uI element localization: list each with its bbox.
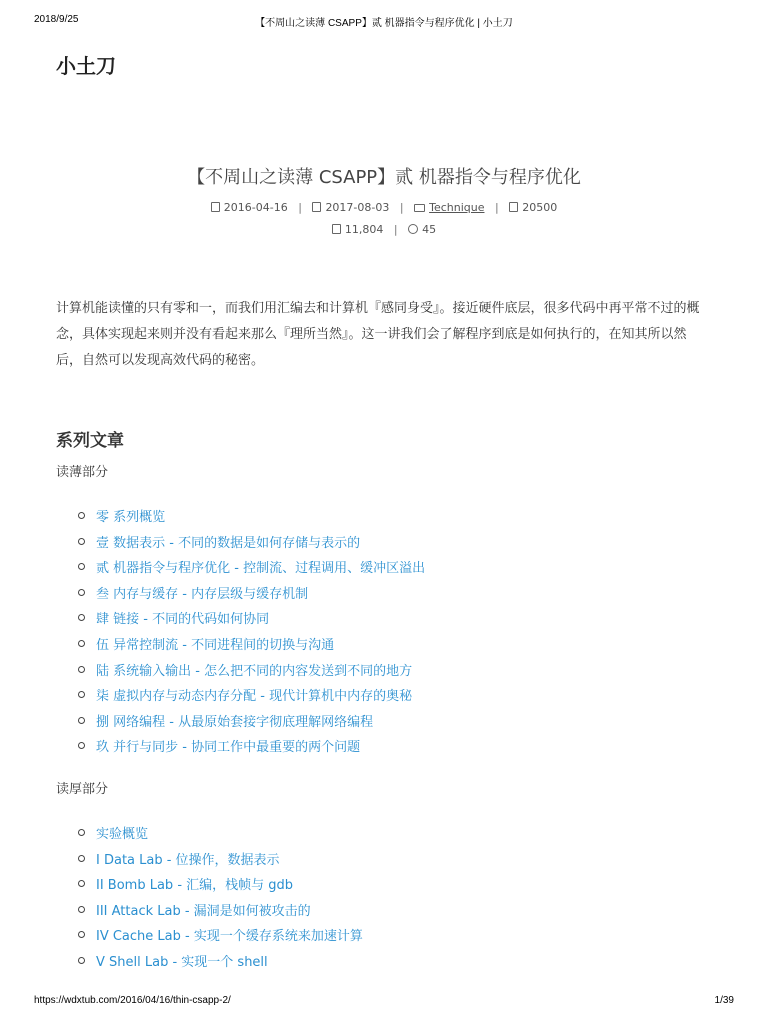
thick-part-list <box>78 825 363 979</box>
calendar-check-icon <box>312 202 321 212</box>
series-link[interactable]: 叁 内存与缓存 - 内存层级与缓存机制 <box>96 586 309 602</box>
bullet-icon <box>78 563 85 570</box>
list-item <box>78 713 425 739</box>
view-count: 20500 <box>522 201 558 214</box>
list-item <box>78 687 425 713</box>
print-doc-title: 【不周山之读薄 CSAPP】贰 机器指令与程序优化 | 小土刀 <box>255 18 513 29</box>
created-date: 2016-04-16 <box>223 201 288 214</box>
list-item <box>78 953 363 979</box>
list-item <box>78 662 425 688</box>
series-link[interactable]: 陆 系统输入输出 - 怎么把不同的内容发送到不同的地方 <box>96 663 413 679</box>
series-heading: 系列文章 <box>56 431 124 451</box>
folder-icon <box>414 204 425 212</box>
list-item <box>78 851 363 877</box>
lab-link[interactable]: I Data Lab - 位操作，数据表示 <box>96 852 280 868</box>
series-link[interactable]: 壹 数据表示 - 不同的数据是如何存储与表示的 <box>96 535 361 551</box>
clock-icon <box>408 224 418 234</box>
list-item <box>78 927 363 953</box>
post-intro: 计算机能读懂的只有零和一，而我们用汇编去和计算机『感同身受』。接近硬件底层，很多代码中再平常不过的概念，具体实现起来则并没有看起来那么『理所当然』。这一讲我们会了解程序到底是如何执行的，在知其所以然后，自然可以发现高效代码的秘密。 <box>56 301 700 368</box>
bullet-icon <box>78 512 85 519</box>
bullet-icon <box>78 855 85 862</box>
bullet-icon <box>78 538 85 545</box>
bullet-icon <box>78 906 85 913</box>
lab-link[interactable]: II Bomb Lab - 汇编，栈帧与 gdb <box>96 878 294 894</box>
print-page-number: 1/39 <box>714 995 734 1006</box>
thin-part-list <box>78 508 425 764</box>
word-count: 11,804 <box>344 223 384 236</box>
print-date: 2018/9/25 <box>34 14 79 25</box>
bullet-icon <box>78 880 85 887</box>
bullet-icon <box>78 666 85 673</box>
site-logo[interactable]: 小土刀 <box>56 54 116 78</box>
lab-link[interactable]: IV Cache Lab - 实现一个缓存系统来加速计算 <box>96 929 363 945</box>
lab-link[interactable]: V Shell Lab - 实现一个 shell <box>96 954 268 970</box>
series-link[interactable]: 伍 异常控制流 - 不同进程间的切换与沟通 <box>96 637 335 653</box>
bullet-icon <box>78 717 85 724</box>
bullet-icon <box>78 742 85 749</box>
category-link[interactable]: Technique <box>429 201 485 214</box>
thin-part-label: 读薄部分 <box>56 465 109 480</box>
series-link[interactable]: 肆 链接 - 不同的代码如何协同 <box>96 612 270 628</box>
post-meta-line-1 <box>0 201 768 214</box>
list-item <box>78 559 425 585</box>
read-time: 45 <box>422 223 437 236</box>
meta-separator: | <box>298 201 302 214</box>
post-title: 【不周山之读薄 CSAPP】贰 机器指令与程序优化 <box>187 167 581 188</box>
meta-separator: | <box>399 201 404 214</box>
lab-link[interactable]: III Attack Lab - 漏洞是如何被攻击的 <box>96 903 311 919</box>
list-item <box>78 738 425 764</box>
bullet-icon <box>78 829 85 836</box>
calendar-icon <box>211 202 220 212</box>
bullet-icon <box>78 691 85 698</box>
series-link[interactable]: 零 系列概览 <box>96 510 166 525</box>
series-link[interactable]: 玖 并行与同步 - 协同工作中最重要的两个问题 <box>96 740 361 756</box>
word-count-icon <box>332 224 341 234</box>
list-item <box>78 636 425 662</box>
series-link[interactable]: 捌 网络编程 - 从最原始套接字彻底理解网络编程 <box>96 714 374 730</box>
bullet-icon <box>78 589 85 596</box>
thick-part-label: 读厚部分 <box>56 782 109 797</box>
file-icon <box>509 202 518 212</box>
series-link[interactable]: 柒 虚拟内存与动态内存分配 - 现代计算机中内存的奥秘 <box>96 689 413 705</box>
post-meta-line-2 <box>0 223 768 236</box>
bullet-icon <box>78 957 85 964</box>
list-item <box>78 585 425 611</box>
bullet-icon <box>78 614 85 621</box>
meta-separator: | <box>494 201 499 214</box>
list-item <box>78 508 425 534</box>
print-url: https://wdxtub.com/2016/04/16/thin-csapp-2/ <box>34 995 231 1006</box>
list-item <box>78 876 363 902</box>
series-link[interactable]: 贰 机器指令与程序优化 - 控制流、过程调用、缓冲区溢出 <box>96 561 426 577</box>
lab-link[interactable]: 实验概览 <box>96 827 149 842</box>
list-item <box>78 534 425 560</box>
meta-separator: | <box>393 223 398 236</box>
bullet-icon <box>78 640 85 647</box>
updated-date: 2017-08-03 <box>325 201 390 214</box>
list-item <box>78 825 363 851</box>
list-item <box>78 902 363 928</box>
bullet-icon <box>78 931 85 938</box>
list-item <box>78 610 425 636</box>
